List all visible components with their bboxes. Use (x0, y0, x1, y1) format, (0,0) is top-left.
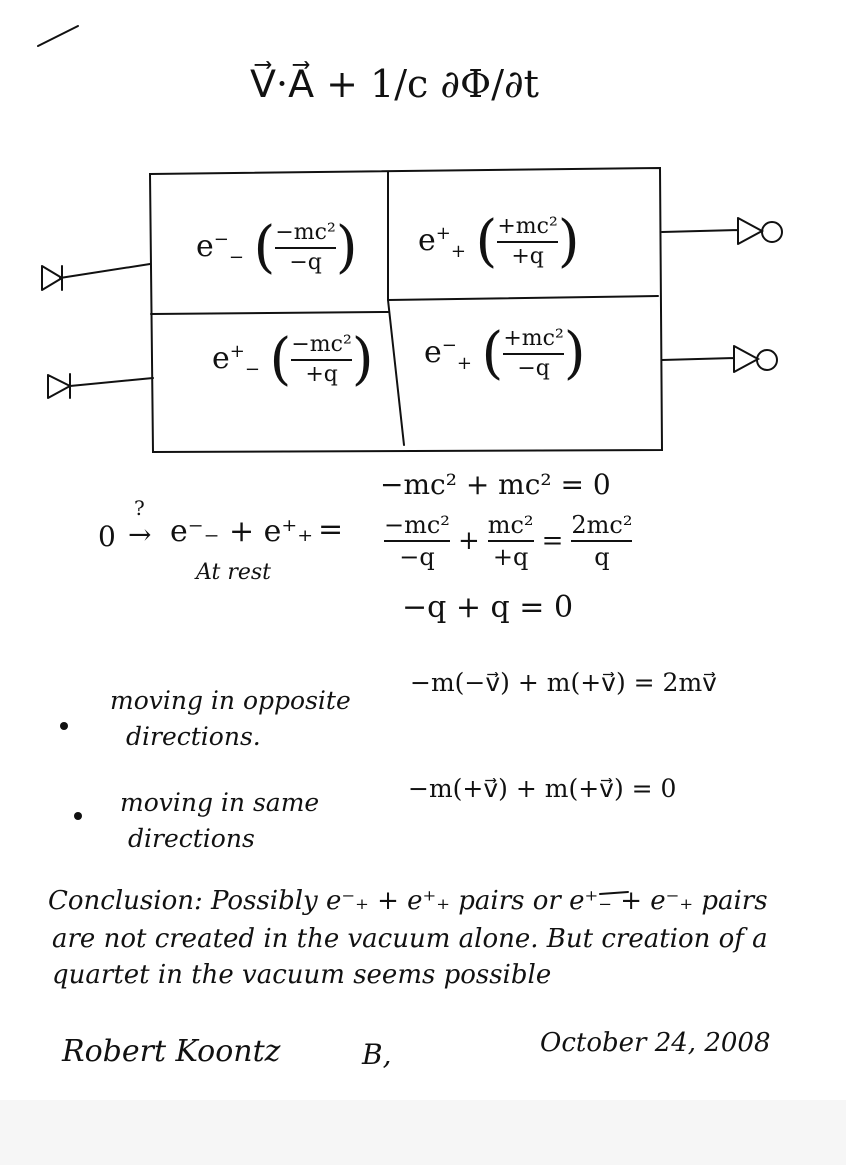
conclusion-line2: are not created in the vacuum alone. But creation of a (52, 924, 768, 954)
bullet-1-line1: moving in opposite (110, 686, 351, 715)
at-rest-note: At rest (196, 560, 272, 585)
cell-particle: e (418, 223, 436, 258)
conclusion-line3: quartet in the vacuum seems possible (52, 960, 552, 990)
ratio-result-numerator: 2mc² (571, 511, 633, 539)
reaction-equals: = (318, 512, 344, 547)
cell-charge: − (213, 229, 229, 250)
cell-subscript: − (244, 359, 260, 380)
cell-charge: + (435, 223, 451, 244)
reaction-arrow-icon: → (128, 518, 152, 551)
input-arrow-top (42, 264, 150, 290)
table-outline (150, 168, 662, 452)
ratio-term2-numerator: mc² (487, 511, 534, 539)
cell-denominator: −q (289, 250, 322, 275)
output-arrow-top (662, 218, 762, 244)
output-arrow-bottom-end (757, 350, 777, 370)
cell-numerator: +mc² (497, 213, 558, 239)
stray-stroke (38, 26, 78, 46)
cell-bottom-left: $e^+_-$ ( $\frac{\text{−mc²}}{+q}$ ) (212, 327, 374, 392)
ratio-term2-denominator: +q (492, 543, 529, 572)
cell-denominator: −q (517, 356, 550, 381)
page-label: B, (362, 1038, 392, 1071)
bullet-1-line2: directions. (126, 722, 261, 751)
signature: Robert Koontz (62, 1034, 281, 1069)
reaction-products: e⁻₋ + e⁺₊ (170, 514, 314, 549)
reaction-lhs: 0 (98, 520, 116, 553)
cell-charge: − (441, 335, 457, 356)
cell-charge: + (229, 341, 245, 362)
equation-ratio (384, 512, 632, 571)
ratio-result-denominator: q (594, 543, 610, 572)
ratio-equals: = (541, 526, 564, 557)
cell-numerator: +mc² (503, 325, 564, 351)
input-arrow-bottom (48, 374, 153, 398)
date: October 24, 2008 (540, 1028, 771, 1058)
table-vertical-divider (388, 172, 404, 445)
cell-top-left: $e^-_-$ ( $\frac{\text{−mc²}}{-q}$ ) (196, 215, 358, 280)
cell-particle: e (212, 341, 230, 376)
cell-subscript: − (228, 247, 244, 268)
bullet-2-equation: −m(+v⃗) + m(+v⃗) = 0 (408, 774, 677, 803)
cell-particle: e (196, 229, 214, 264)
cell-bottom-right: $e^-_+$ ( $\frac{\text{+mc²}}{-q}$ ) (424, 321, 586, 386)
cell-denominator: +q (305, 362, 338, 387)
equation-energy: −mc² + mc² = 0 (380, 468, 611, 501)
cell-denominator: +q (511, 244, 544, 269)
cell-subscript: + (456, 353, 472, 374)
cell-subscript: + (450, 241, 466, 262)
cell-top-right: $e^+_+$ ( $\frac{\text{+mc²}}{+q}$ ) (418, 209, 580, 274)
reaction-question-mark: ? (134, 496, 145, 520)
ratio-term1-denominator: −q (399, 543, 435, 572)
bullet-2-line2: directions (128, 824, 255, 853)
bullet-dot (60, 722, 68, 730)
output-arrow-bottom (662, 346, 758, 372)
conclusion-line1: Conclusion: Possibly e⁻₊ + e⁺₊ pairs or e⁺₋ + e⁻₊ pairs (48, 886, 768, 916)
cell-numerator: −mc² (291, 331, 352, 357)
bullet-2-line1: moving in same (120, 788, 320, 817)
bullet-1-equation: −m(−v⃗) + m(+v⃗) = 2mv⃗ (410, 668, 717, 697)
bullet-dot (74, 812, 82, 820)
output-arrow-top-end (762, 222, 782, 242)
ratio-plus: + (457, 526, 480, 557)
table-horizontal-divider (151, 296, 658, 314)
cell-particle: e (424, 335, 442, 370)
cell-numerator: −mc² (275, 219, 336, 245)
header-equation: V⃗·A⃗ + 1/c ∂Φ/∂t (250, 62, 539, 106)
equation-charge: −q + q = 0 (402, 590, 574, 625)
ratio-term1-numerator: −mc² (384, 511, 450, 539)
